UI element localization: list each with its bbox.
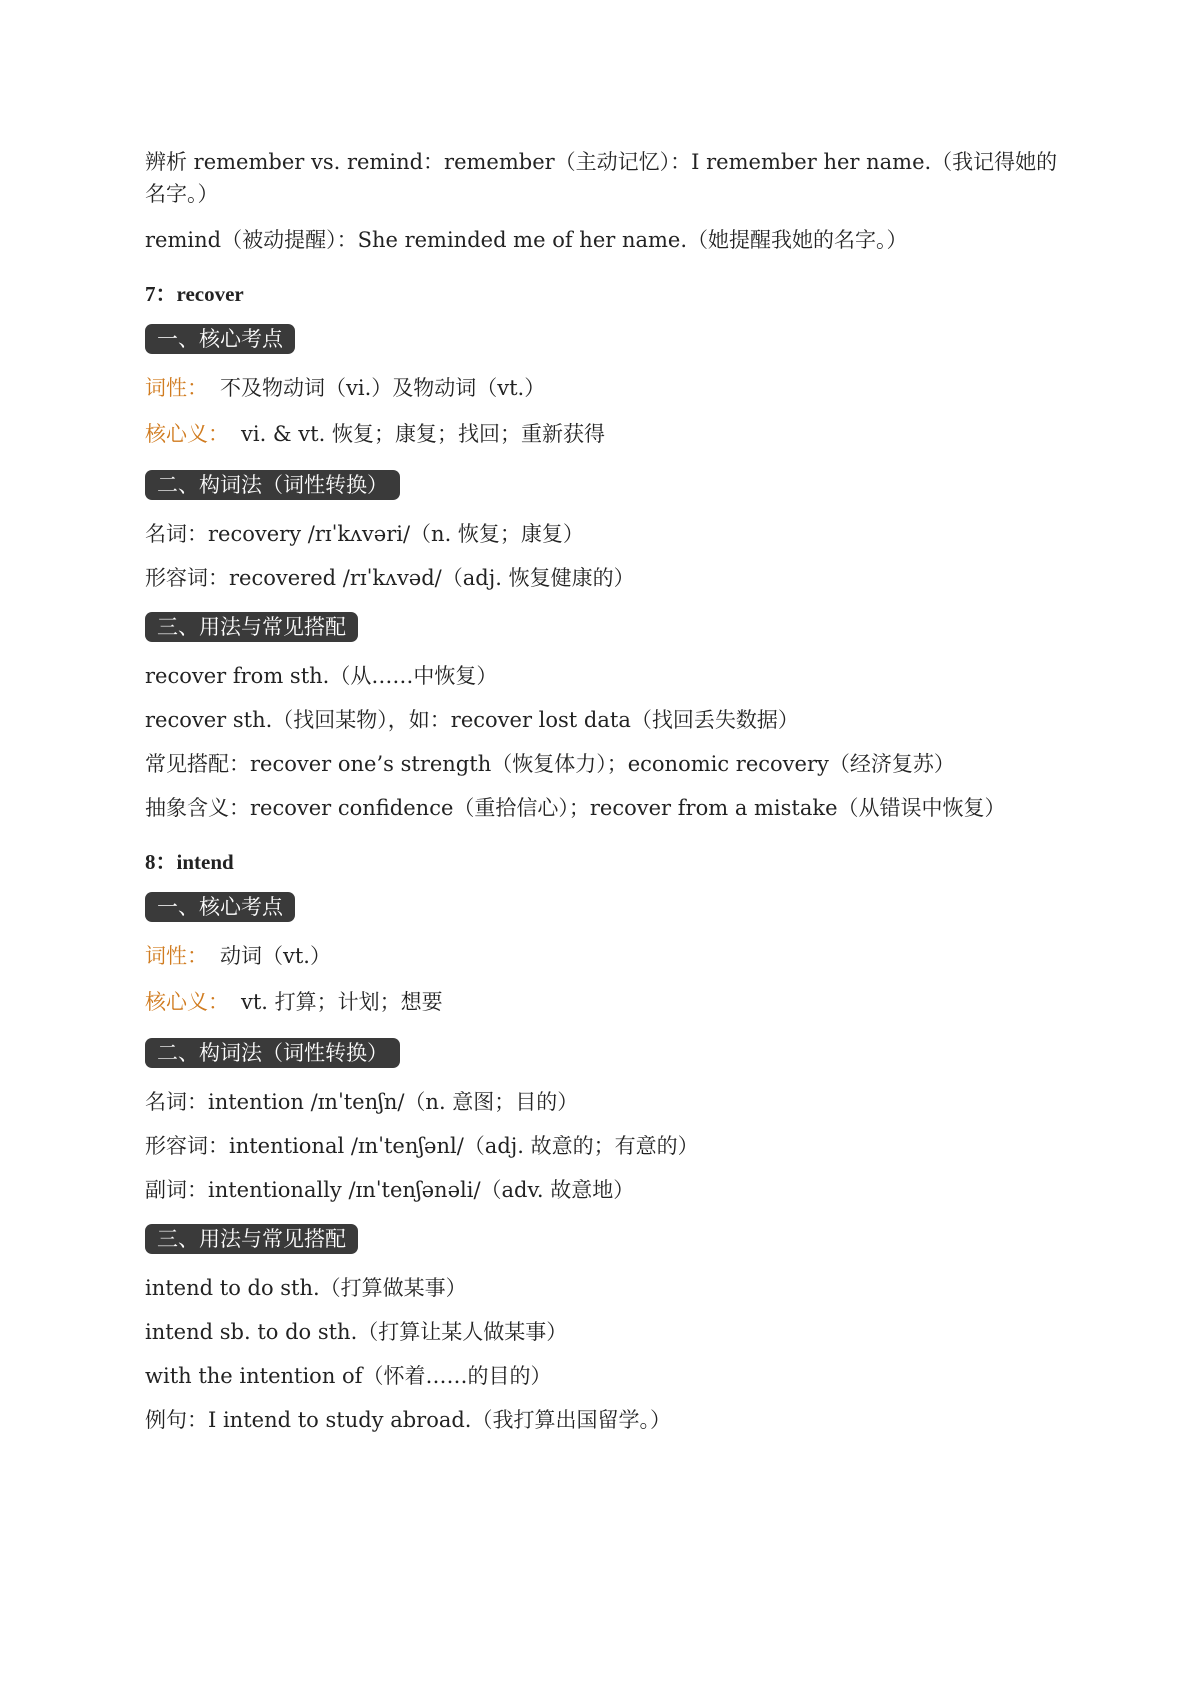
section-usage [145,1224,1065,1436]
section-word-formation [145,470,1065,594]
vocab-entry [145,278,1065,824]
part-of-speech-line [145,372,1065,404]
word-form-line: 形容词：recovered /rɪˈkʌvəd/（adj. 恢复健康的） [145,566,635,590]
usage-line: with the intention of（怀着……的目的） [145,1364,552,1388]
pos-value: 不及物动词（vi.）及物动词（vt.） [220,376,546,400]
usage-line: 例句：I intend to study abroad.（我打算出国留学。） [145,1408,671,1432]
usage-line: intend to do sth.（打算做某事） [145,1276,467,1300]
intro-paragraph: remind（被动提醒）：She reminded me of her name.（她提醒我她的名字。） [145,228,908,252]
section-label: 一、核心考点 [145,324,295,354]
word-form-line: 名词：intention /ɪnˈtenʃn/（n. 意图；目的） [145,1090,579,1114]
part-of-speech-line [145,940,1065,972]
core-meaning-line [145,986,1065,1018]
section-label: 一、核心考点 [145,892,295,922]
meaning-value: vt. 打算；计划；想要 [241,990,443,1014]
section-usage [145,612,1065,824]
entry-heading: 7：recover [145,282,244,306]
meaning-key: 核心义： [145,990,229,1014]
entry-heading: 8：intend [145,850,234,874]
word-form-line: 名词：recovery /rɪˈkʌvəri/（n. 恢复；康复） [145,522,584,546]
document-body [145,146,1065,1448]
usage-line: 常见搭配：recover one’s strength（恢复体力）；economic recovery（经济复苏） [145,752,955,776]
core-meaning-line [145,418,1065,450]
meaning-value: vi. & vt. 恢复；康复；找回；重新获得 [241,422,605,446]
section-word-formation [145,1038,1065,1206]
section-label: 二、构词法（词性转换） [145,470,400,500]
intro-paragraph: 辨析 remember vs. remind：remember（主动记忆）：I remember her name.（我记得她的名字。） [145,150,1058,206]
word-form-line: 副词：intentionally /ɪnˈtenʃənəli/（adv. 故意地） [145,1178,635,1202]
pos-value: 动词（vt.） [220,944,331,968]
section-label: 三、用法与常见搭配 [145,1224,358,1254]
meaning-key: 核心义： [145,422,229,446]
usage-line: recover from sth.（从……中恢复） [145,664,498,688]
pos-key: 词性： [145,376,208,400]
section-core [145,892,1065,1018]
vocab-entry [145,846,1065,1436]
word-form-line: 形容词：intentional /ɪnˈtenʃənl/（adj. 故意的；有意的） [145,1134,699,1158]
section-core [145,324,1065,450]
section-label: 三、用法与常见搭配 [145,612,358,642]
pos-key: 词性： [145,944,208,968]
section-label: 二、构词法（词性转换） [145,1038,400,1068]
usage-line: 抽象含义：recover confidence（重拾信心）；recover from a mistake（从错误中恢复） [145,796,1006,820]
usage-line: intend sb. to do sth.（打算让某人做某事） [145,1320,568,1344]
usage-line: recover sth.（找回某物），如：recover lost data（找回丢失数据） [145,708,799,732]
